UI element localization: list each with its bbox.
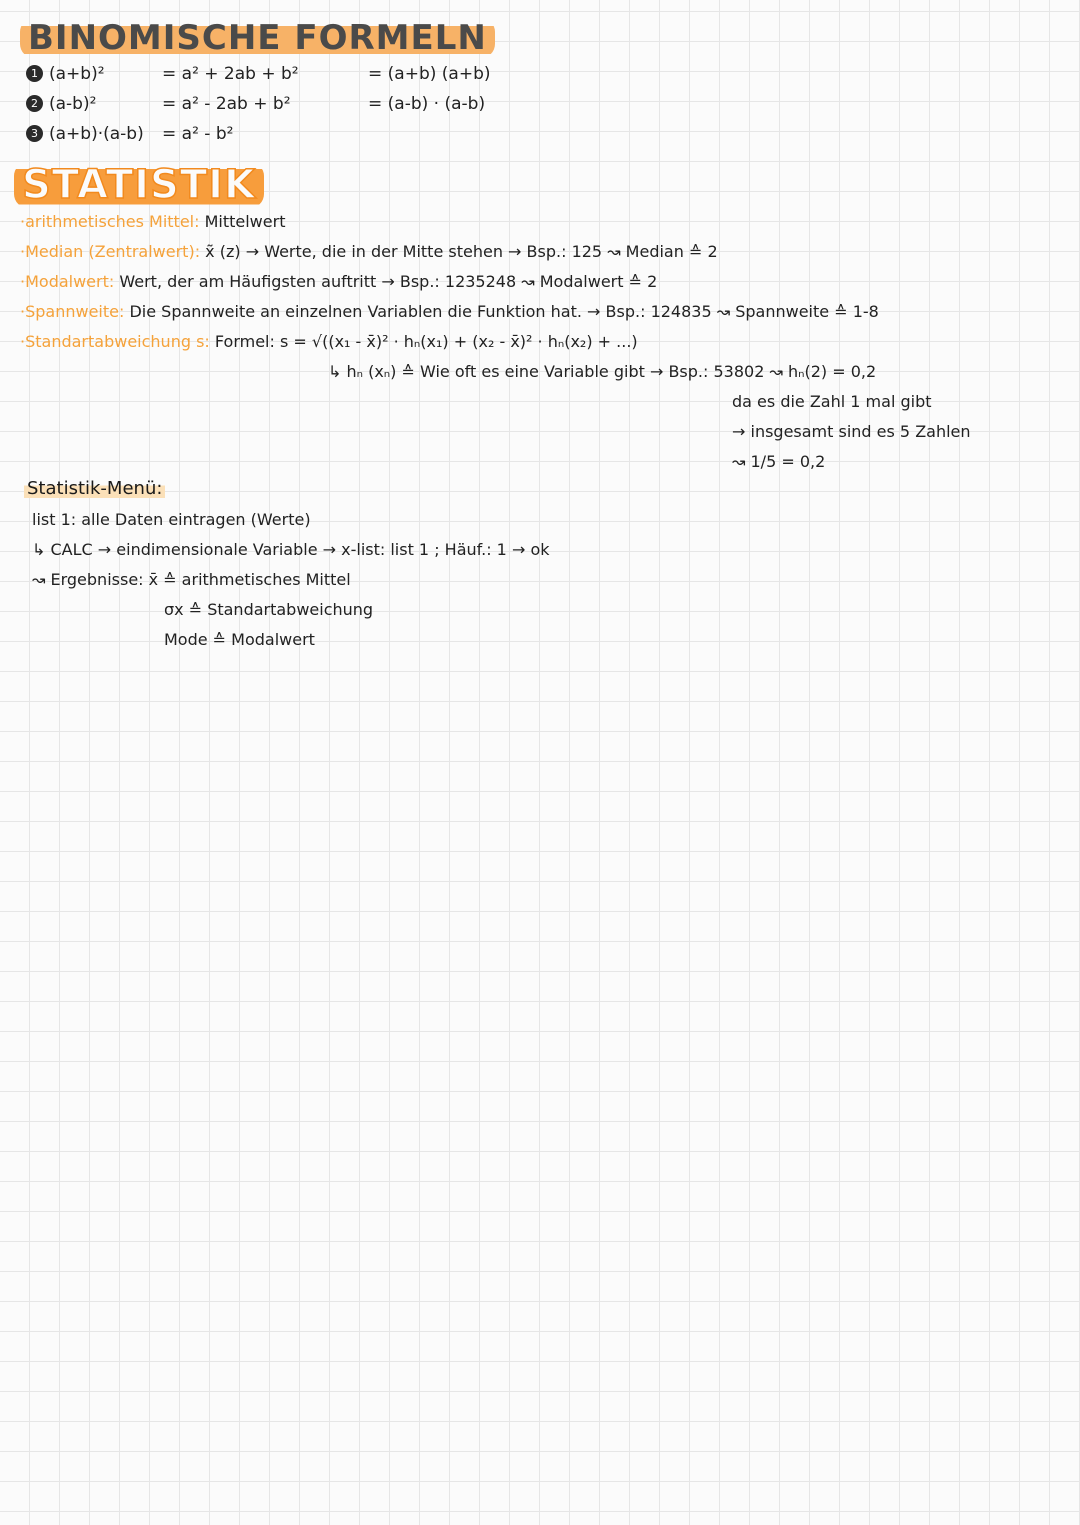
stat-text: Wert, der am Häufigsten auftritt → Bsp.: 1235248 ↝ Modalwert ≙ 2 bbox=[119, 272, 658, 291]
stat-text: x̃ (z) → Werte, die in der Mitte stehen → Bsp.: 125 ↝ Median ≙ 2 bbox=[205, 242, 718, 261]
binom-rhs: = (a-b) · (a-b) bbox=[368, 94, 486, 114]
menu-title: Statistik-Menü: bbox=[24, 478, 165, 499]
stat-label: arithmetisches Mittel: bbox=[25, 212, 200, 231]
stat-item-spannweite: ·Spannweite: Die Spannweite an einzelnen Variablen die Funktion hat. → Bsp.: 124835 ↝ Spannweite ≙ 1-8 bbox=[20, 302, 879, 321]
stat-item-mittel: ·arithmetisches Mittel: Mittelwert bbox=[20, 212, 286, 231]
formula-note-ergebnis: ↝ 1/5 = 0,2 bbox=[732, 452, 826, 471]
binom-mid: = a² + 2ab + b² bbox=[162, 64, 299, 84]
formula-note-zahl: da es die Zahl 1 mal gibt bbox=[732, 392, 932, 411]
section-title-statistik: STATISTIK bbox=[14, 162, 264, 208]
menu-line-ergebnisse: ↝ Ergebnisse: x̄ ≙ arithmetisches Mittel bbox=[32, 570, 351, 589]
binom-rhs: = (a+b) (a+b) bbox=[368, 64, 491, 84]
binom-lhs: (a+b)² bbox=[49, 64, 105, 84]
binom-lhs: (a+b)·(a-b) bbox=[49, 124, 144, 144]
stat-label: Modalwert: bbox=[25, 272, 115, 291]
formula-note-hn: ↳ hₙ (xₙ) ≙ Wie oft es eine Variable gibt → Bsp.: 53802 ↝ hₙ(2) = 0,2 bbox=[328, 362, 877, 381]
circled-number-icon: 3 bbox=[26, 125, 43, 142]
menu-line-sigma: σx ≙ Standartabweichung bbox=[164, 600, 374, 619]
stat-label: Median (Zentralwert): bbox=[25, 242, 201, 261]
stat-label: Standartabweichung s: bbox=[25, 332, 210, 351]
stat-item-median: ·Median (Zentralwert): x̃ (z) → Werte, die in der Mitte stehen → Bsp.: 125 ↝ Median ≙ 2 bbox=[20, 242, 718, 261]
binom-mid: = a² - b² bbox=[162, 124, 234, 144]
binom-lhs: (a-b)² bbox=[49, 94, 97, 114]
stat-text: Mittelwert bbox=[204, 212, 286, 231]
stat-label: Spannweite: bbox=[25, 302, 125, 321]
stat-formula: Formel: s = √((x₁ - x̄)² · hₙ(x₁) + (x₂ - x̄)² · hₙ(x₂) + ...) bbox=[214, 332, 638, 351]
binom-row-2 bbox=[26, 94, 96, 114]
formula-note-insgesamt: → insgesamt sind es 5 Zahlen bbox=[732, 422, 971, 441]
stat-text: Die Spannweite an einzelnen Variablen die Funktion hat. → Bsp.: 124835 ↝ Spannweite ≙ 1-8 bbox=[129, 302, 879, 321]
section-title-binomische-formeln: BINOMISCHE FORMELN bbox=[20, 18, 495, 58]
circled-number-icon: 2 bbox=[26, 95, 43, 112]
menu-line-calc: ↳ CALC → eindimensionale Variable → x-list: list 1 ; Häuf.: 1 → ok bbox=[32, 540, 550, 559]
stat-item-modalwert: ·Modalwert: Wert, der am Häufigsten auftritt → Bsp.: 1235248 ↝ Modalwert ≙ 2 bbox=[20, 272, 658, 291]
menu-line-list: list 1: alle Daten eintragen (Werte) bbox=[32, 510, 311, 529]
menu-line-mode: Mode ≙ Modalwert bbox=[164, 630, 315, 649]
binom-mid: = a² - 2ab + b² bbox=[162, 94, 291, 114]
binom-row-3 bbox=[26, 124, 144, 144]
stat-item-standartabweichung: ·Standartabweichung s: Formel: s = √((x₁ - x̄)² · hₙ(x₁) + (x₂ - x̄)² · hₙ(x₂) + ...) bbox=[20, 332, 638, 351]
binom-row-1 bbox=[26, 64, 105, 84]
circled-number-icon: 1 bbox=[26, 65, 43, 82]
